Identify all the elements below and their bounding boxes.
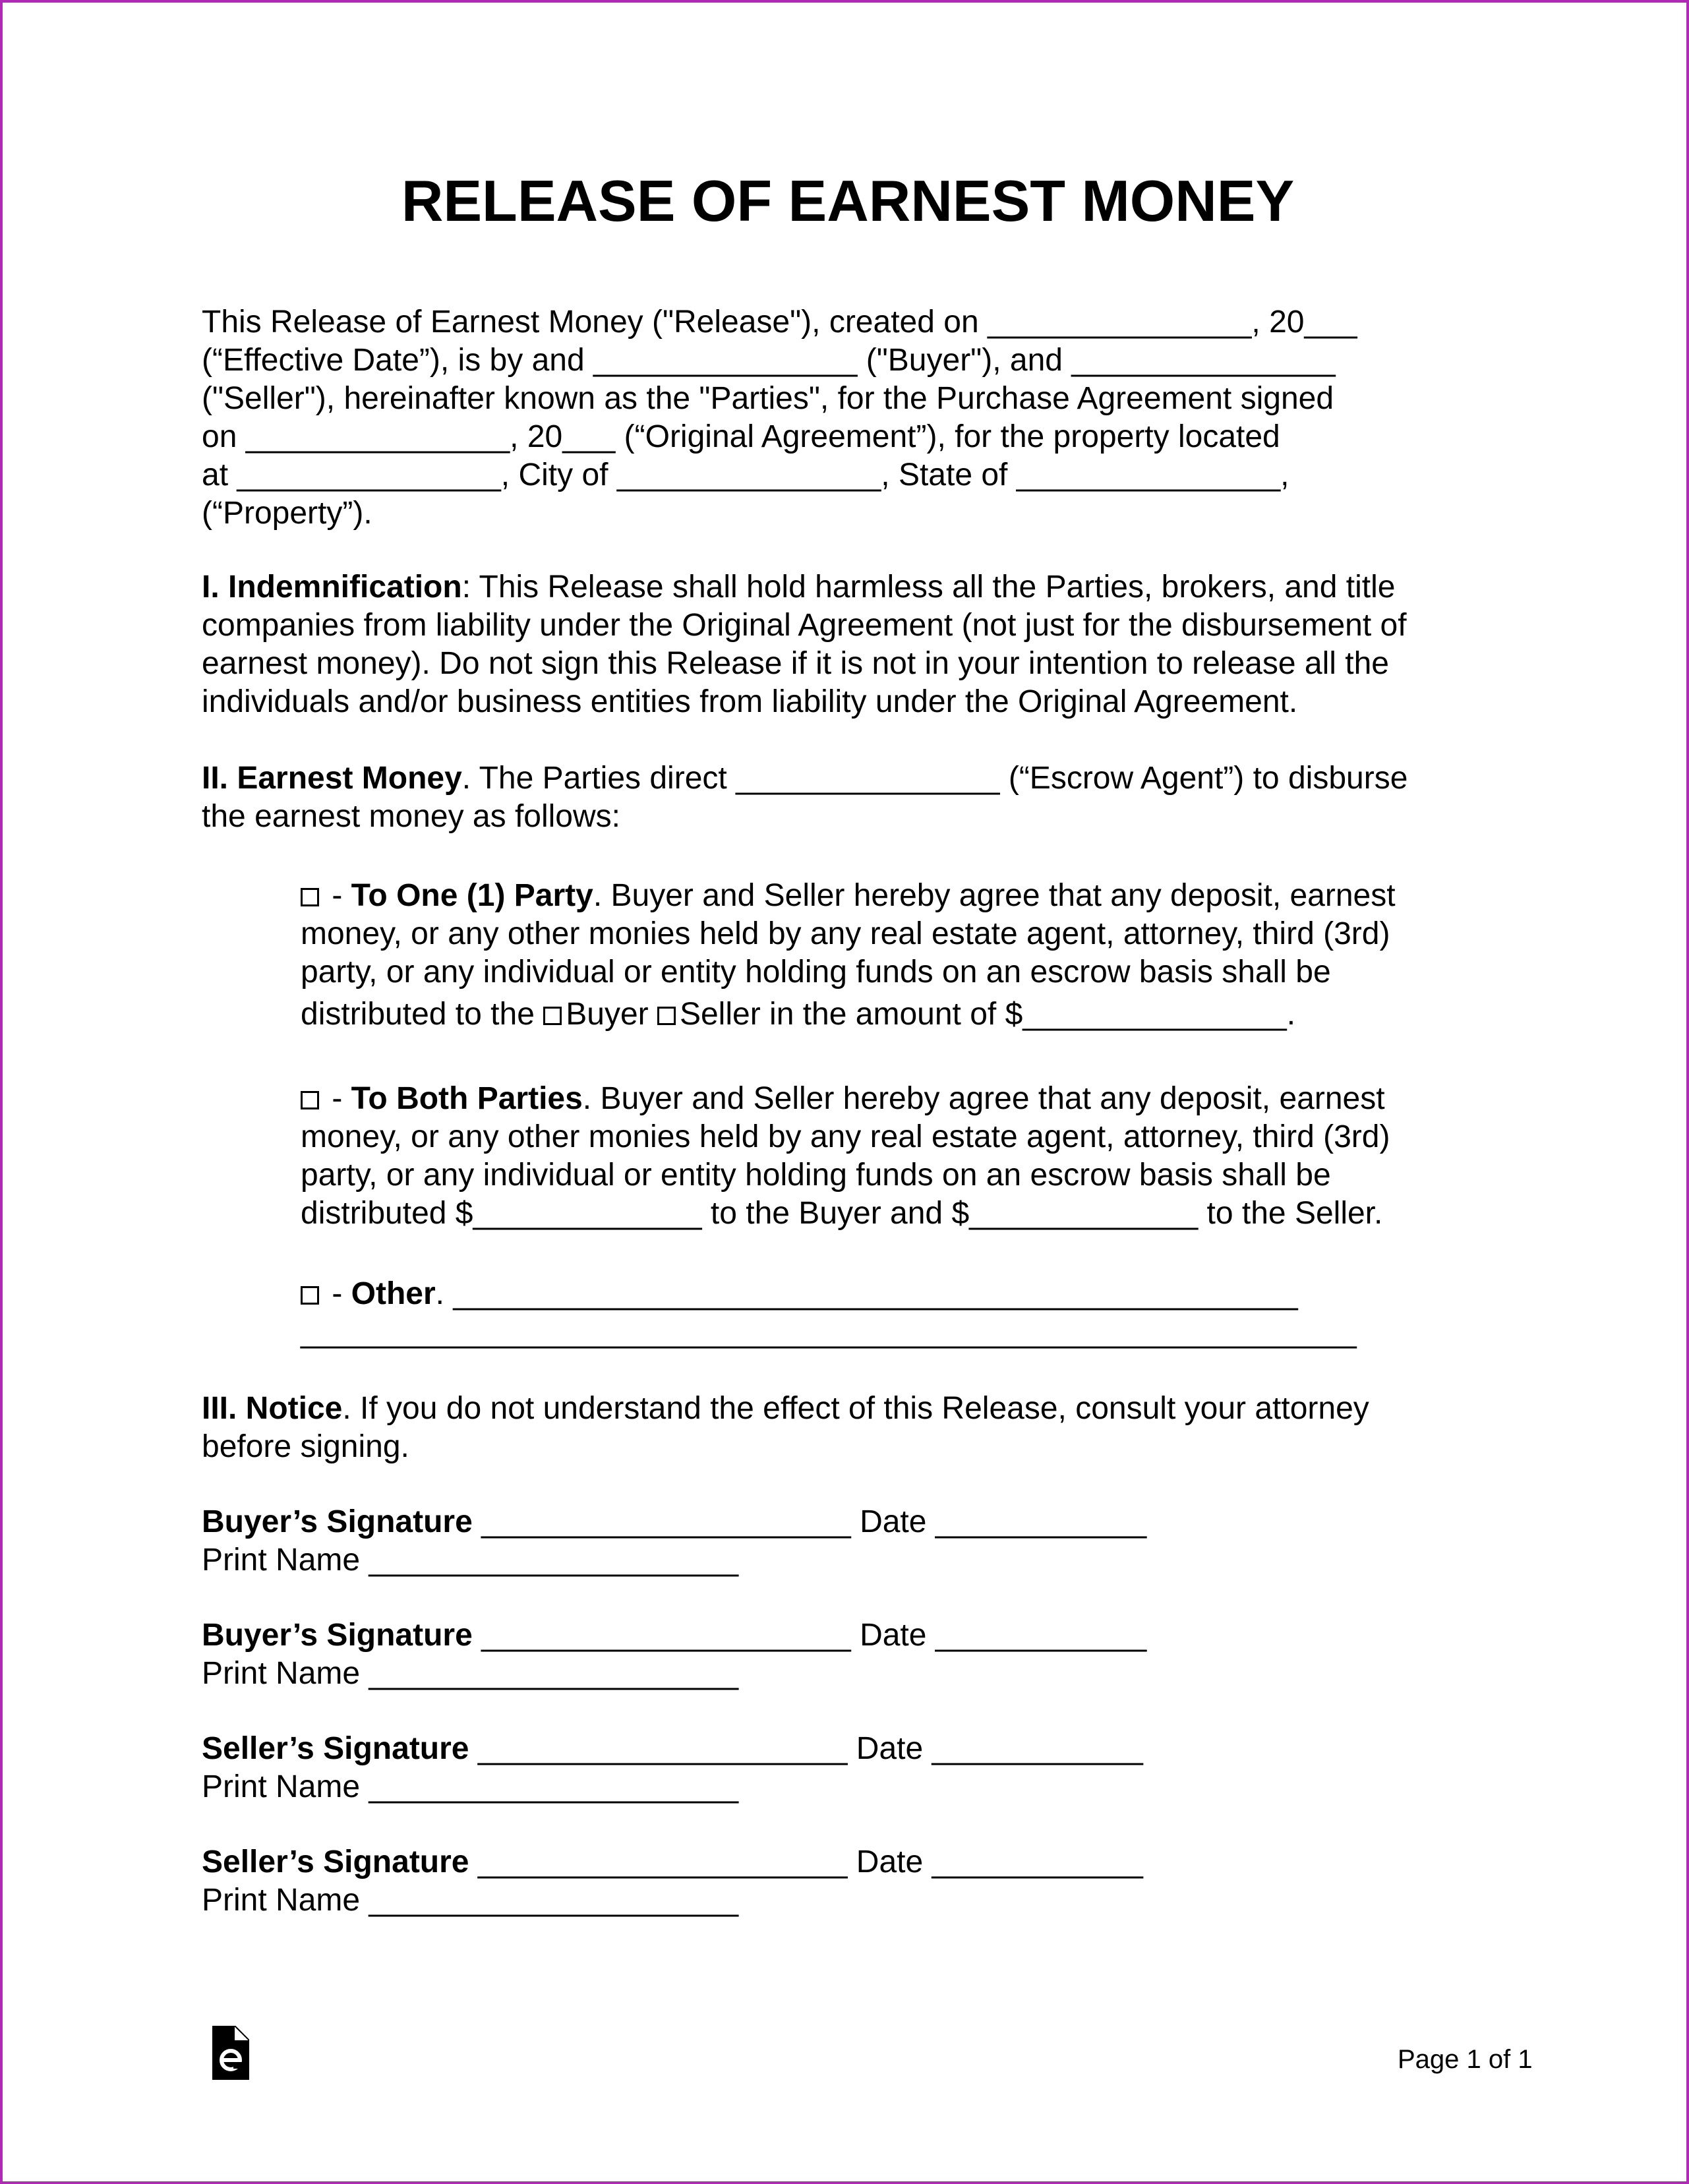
document-title: RELEASE OF EARNEST MONEY [401,168,1295,233]
print-name-line[interactable]: Print Name _____________________ [202,1769,739,1804]
section-text: . The Parties direct _______________ (“Escrow Agent”) to disburse [461,761,1408,796]
print-name-line[interactable]: Print Name _____________________ [202,1656,739,1691]
option-label: To Both Parties [351,1081,583,1116]
intro-paragraph [202,303,1494,533]
seller-checkbox[interactable] [657,1007,676,1025]
signature-block [202,1843,1494,1920]
option-one-checkbox[interactable] [301,888,319,906]
eforms-logo-icon [212,2026,249,2080]
section-text: . If you do not understand the effect of this Release, consult your attorney [342,1391,1369,1426]
option-label: To One (1) Party [351,878,593,913]
signature-line[interactable]: _____________________ Date ____________ [469,1731,1143,1766]
section-text: : This Release shall hold harmless all the Parties, brokers, and title [461,570,1396,605]
option-other-checkbox[interactable] [301,1286,319,1305]
intro-line: on _______________, 20___ (“Original Agreement”), for the property located [202,419,1280,454]
signature-block [202,1616,1494,1693]
signature-label: Buyer’s Signature [202,1618,473,1653]
intro-line: (“Property”). [202,496,372,531]
intro-line: (“Effective Date”), is by and _______________ ("Buyer"), and _______________ [202,343,1336,378]
section-indemnification [202,568,1494,721]
section-text: earnest money). Do not sign this Release if it is not in your intention to release all the [202,646,1389,681]
option-both-checkbox[interactable] [301,1091,319,1109]
print-name-line[interactable]: Print Name _____________________ [202,1883,739,1918]
section-text: before signing. [202,1429,409,1464]
section-heading: II. Earnest Money [202,761,462,796]
signature-label: Seller’s Signature [202,1845,469,1879]
section-notice [202,1390,1494,1466]
signature-block [202,1730,1494,1806]
option-other: - Other. ________________________________________________ ____________________________________________________________ [301,1276,1357,1349]
signature-block [202,1503,1494,1579]
section-text: companies from liability under the Original Agreement (not just for the disbursement of [202,608,1407,643]
section-heading: III. Notice [202,1391,343,1426]
option-label: Other [351,1276,436,1311]
signature-line[interactable]: _____________________ Date ____________ [472,1504,1147,1539]
signature-line[interactable]: _____________________ Date ____________ [469,1845,1143,1879]
signature-line[interactable]: _____________________ Date ____________ [472,1618,1147,1653]
section-text: the earnest money as follows: [202,799,620,834]
section-text: individuals and/or business entities from liability under the Original Agreement. [202,684,1298,719]
buyer-checkbox[interactable] [543,1007,562,1025]
signature-label: Seller’s Signature [202,1731,469,1766]
section-heading: I. Indemnification [202,570,462,605]
intro-line: ("Seller"), hereinafter known as the "Parties", for the Purchase Agreement signed [202,381,1334,416]
intro-line: at _______________, City of _______________, State of _______________, [202,457,1289,492]
section-earnest-money [202,759,1494,836]
print-name-line[interactable]: Print Name _____________________ [202,1543,739,1578]
option-both-parties: - To Both Parties. Buyer and Seller hereby agree that any deposit, earnest money, or any other monies held by any real estate agent, attorney, third (3rd) party, or any individual or entity holding funds on an escrow basis shall be distributed $_____________ to the Buyer and $_____________ to the Seller. [301,1081,1390,1231]
option-one-party: - To One (1) Party. Buyer and Seller hereby agree that any deposit, earnest money, or any other monies held by any real estate agent, attorney, third (3rd) party, or any individual or entity holding funds on an escrow basis shall be distributed to the Buyer Seller in the amount of $_______________. [301,878,1396,1032]
signature-label: Buyer’s Signature [202,1504,473,1539]
page-number: Page 1 of 1 [1398,2045,1533,2074]
intro-line: This Release of Earnest Money ("Release"), created on _______________, 20___ [202,305,1357,339]
